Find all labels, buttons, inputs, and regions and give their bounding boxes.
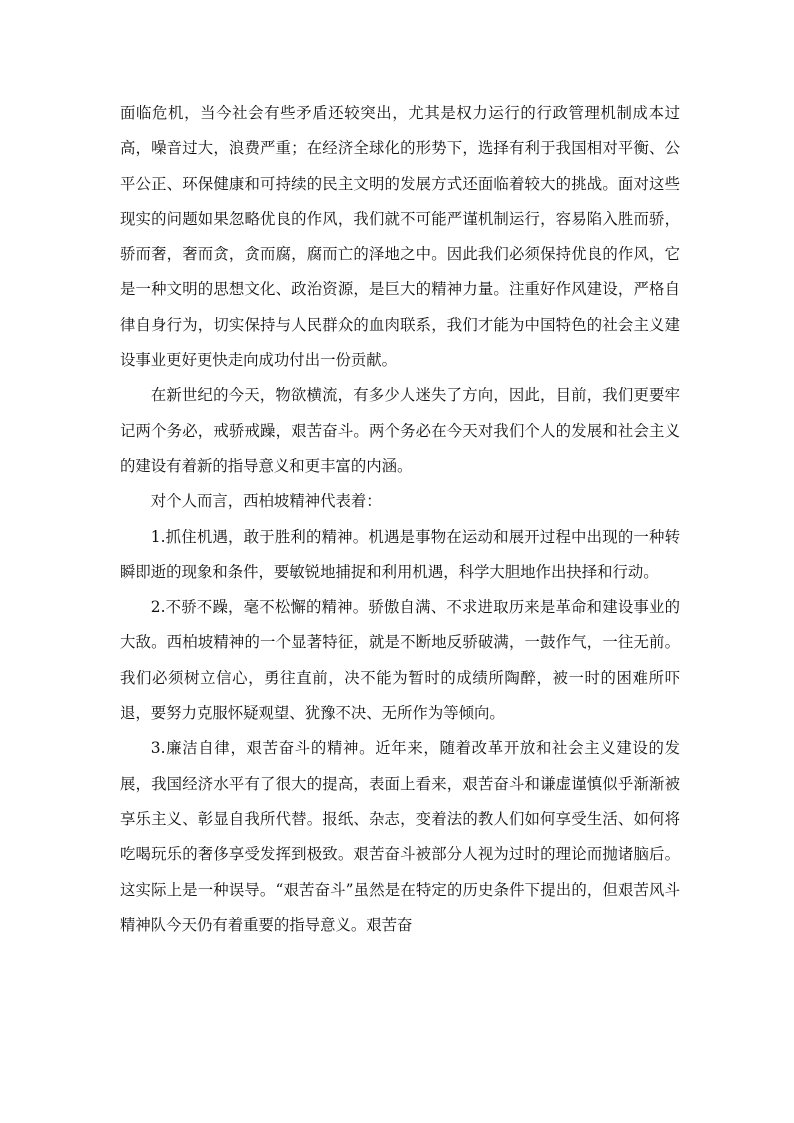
paragraph-5: 2.不骄不躁，毫不松懈的精神。骄傲自满、不求进取历来是革命和建设事业的大敌。西柏坡精神的一个显著特征，就是不断地反骄破满，一鼓作气，一往无前。我们必须树立信心，勇往直前，决不能为暂时的成绩所陶醉，被一时的困难所吓退，要努力克服怀疑观望、犹豫不决、无所作为等倾向。 xyxy=(120,598,680,723)
paragraph-4: 1.抓住机遇，敢于胜利的精神。机遇是事物在运动和展开过程中出现的一种转瞬即逝的现象和条件，要敏锐地捕捉和利用机遇，科学大胆地作出抉择和行动。 xyxy=(120,527,680,581)
paragraph-6: 3.廉洁自律，艰苦奋斗的精神。近年来，随着改革开放和社会主义建设的发展，我国经济水平有了很大的提高，表面上看来，艰苦奋斗和谦虚谨慎似乎渐渐被享乐主义、彰显自我所代替。报纸、杂志，变着法的教人们如何享受生活、如何将吃喝玩乐的奢侈享受发挥到极致。艰苦奋斗被部分人视为过时的理论而抛诸脑后。这实际上是一种误导。“艰苦奋斗”虽然是在特定的历史条件下提出的，但艰苦风斗精神队今天仍有着重要的指导意义。艰苦奋 xyxy=(120,739,680,934)
paragraph-3: 对个人而言，西柏坡精神代表着： xyxy=(150,492,382,511)
paragraph-1: 面临危机，当今社会有些矛盾还较突出，尤其是权力运行的行政管理机制成本过高，噪音过大，浪费严重；在经济全球化的形势下，选择有利于我国相对平衡、公平公正、环保健康和可持续的民主文明的发展方式还面临着较大的挑战。面对这些现实的问题如果忽略优良的作风，我们就不可能严谨机制运行，容易陷入胜而骄，骄而奢，奢而贪，贪而腐，腐而亡的泽地之中。因此我们必须保持优良的作风，它是一种文明的思想文化、政治资源，是巨大的精神力量。注重好作风建设，严格自律自身行为，切实保持与人民群众的血肉联系，我们才能为中国特色的社会主义建设事业更好更快走向成功付出一份贡献。 xyxy=(120,104,680,370)
document-page xyxy=(120,96,680,943)
paragraph-2: 在新世纪的今天，物欲横流，有多少人迷失了方向，因此，目前，我们更要牢记两个务必，戒骄戒躁，艰苦奋斗。两个务必在今天对我们个人的发展和社会主义的建设有着新的指导意义和更丰富的内涵。 xyxy=(120,386,680,475)
